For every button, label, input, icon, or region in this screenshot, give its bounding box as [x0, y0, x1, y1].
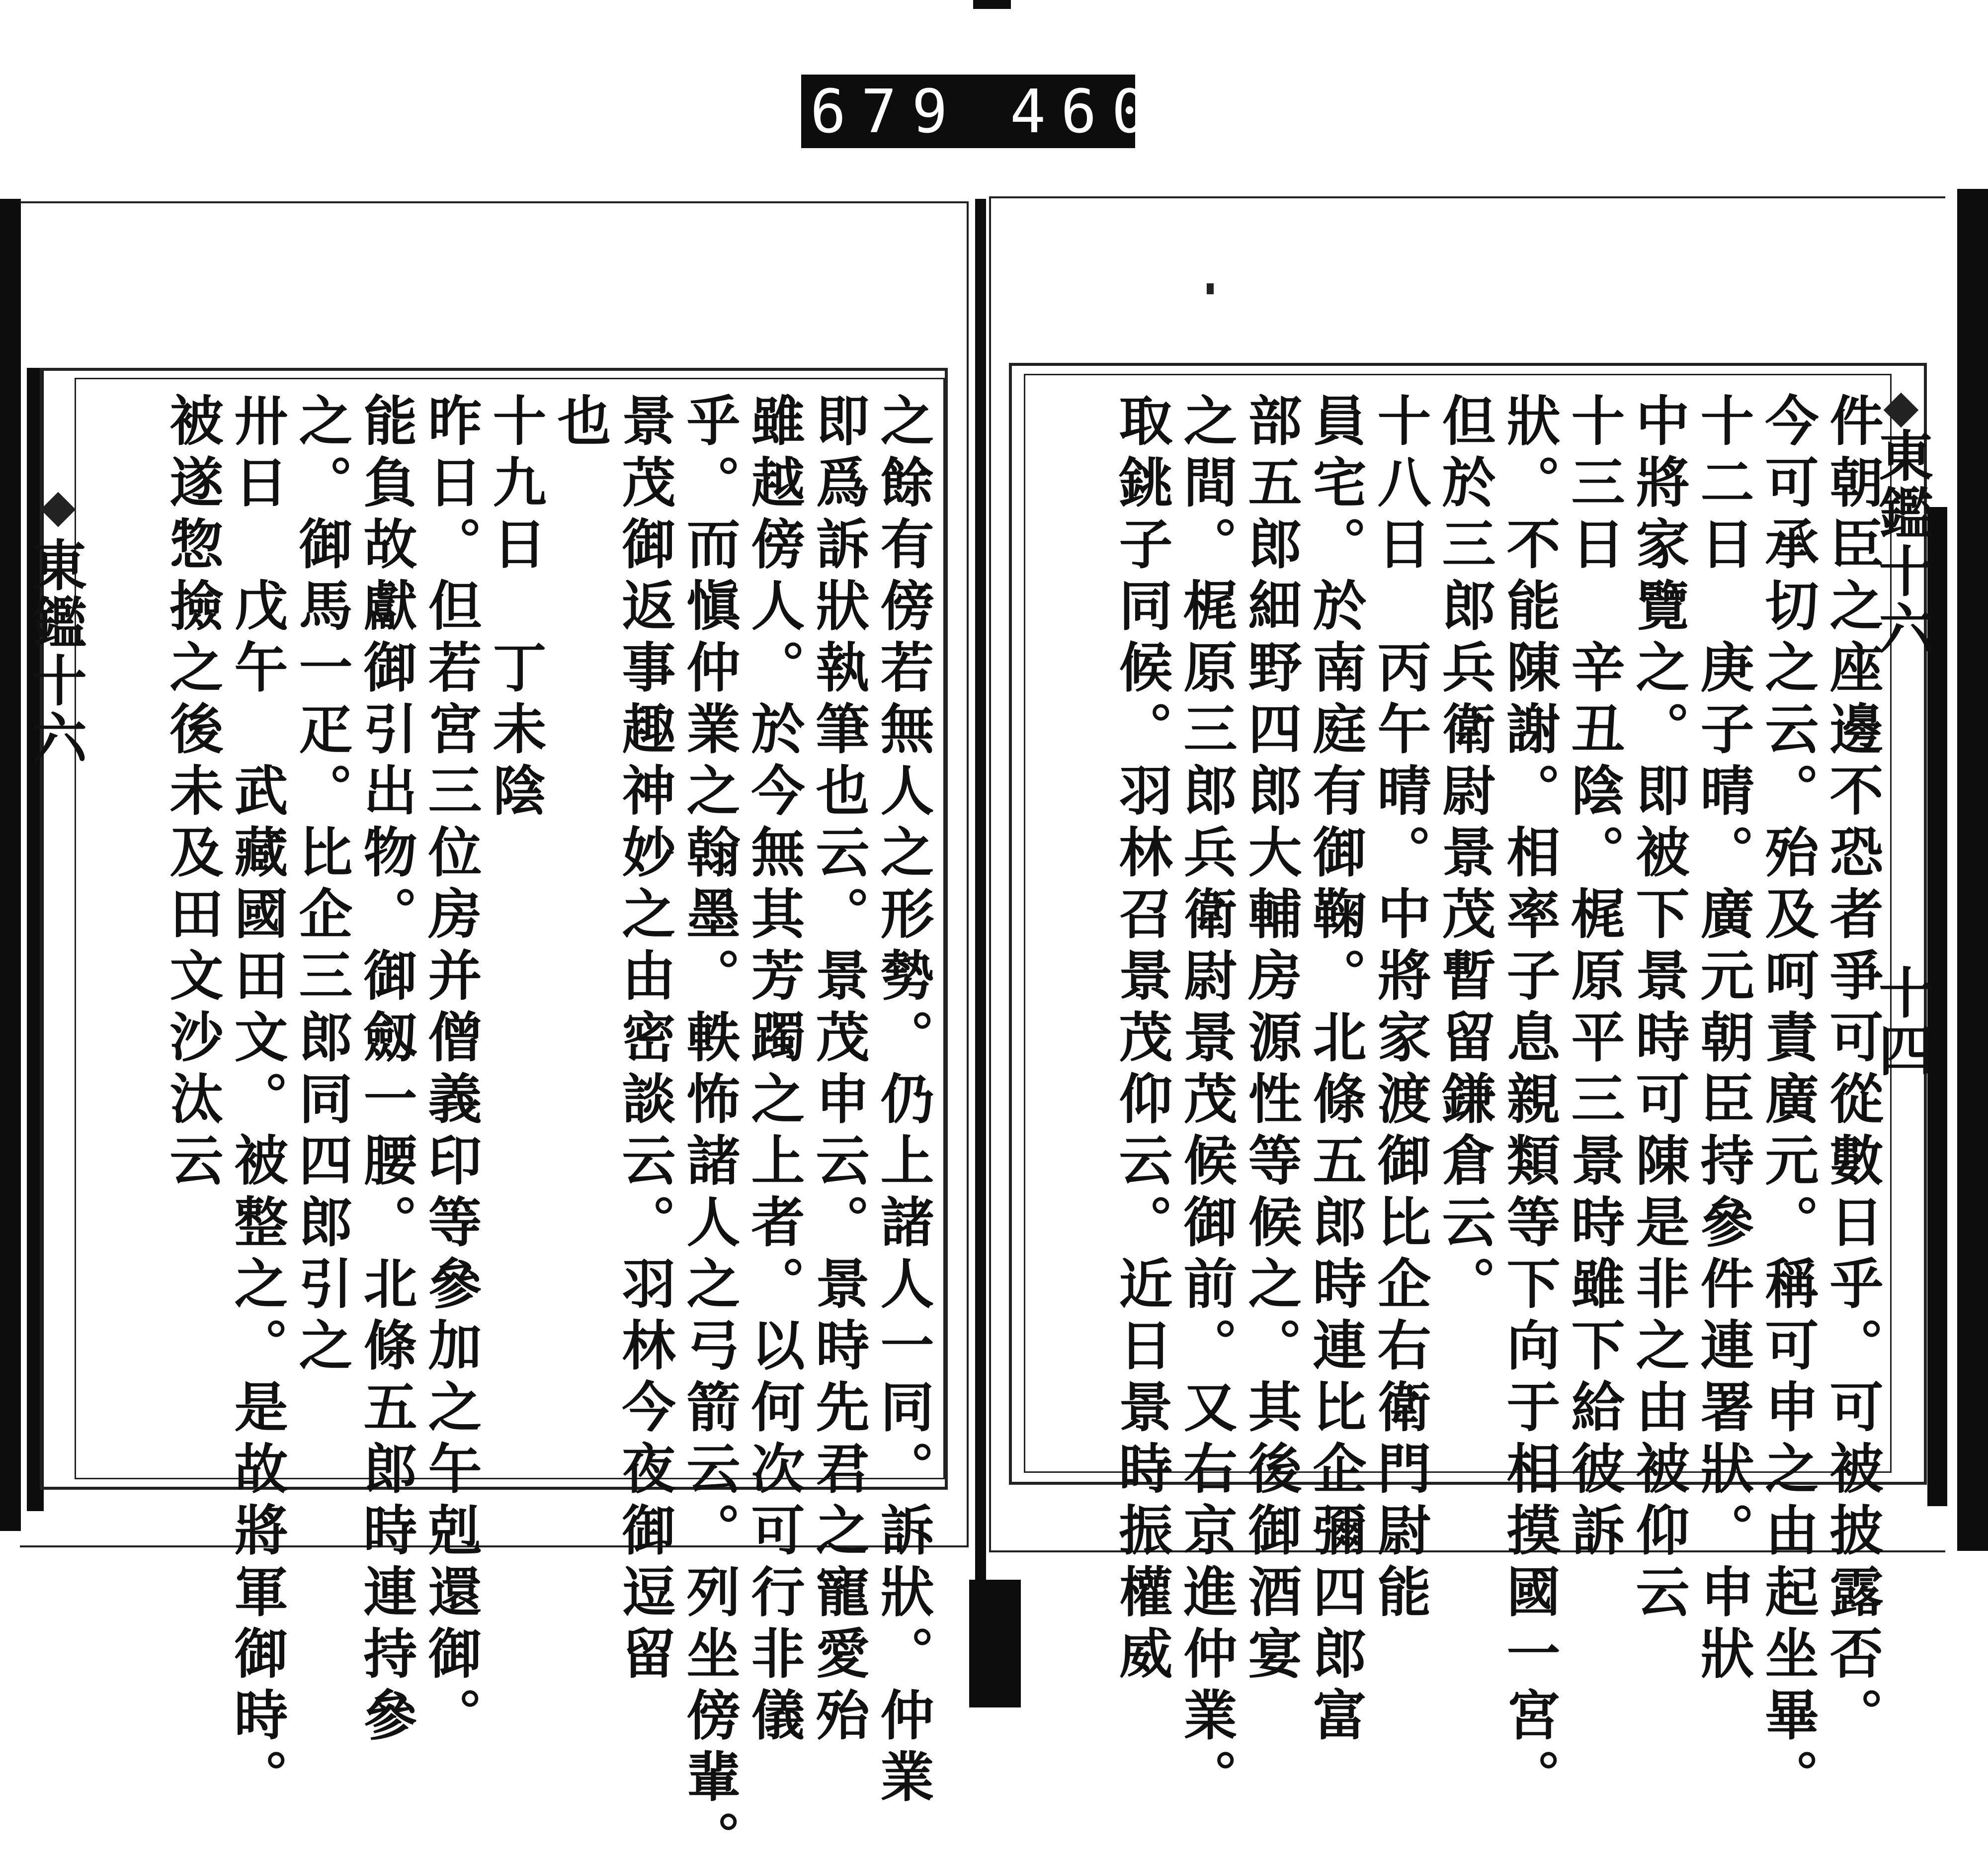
left-page-text: [84, 393, 934, 1872]
text-column: 員宅。於南庭有御鞠。北條五郎時連比企彌四郎富: [1304, 393, 1366, 1749]
right-folio-number: 十四: [1870, 964, 1934, 1080]
ink-speck: [1207, 283, 1214, 294]
text-column: 狀。不能陳謝。相率子息親類等下向于相摸國一宮。: [1497, 393, 1560, 1810]
text-column: 部五郎細野四郎大輔房源性等候之。其後御酒宴: [1239, 393, 1302, 1687]
text-column: 也: [548, 393, 611, 454]
text-column: 之餘有傍若無人之形勢。仍上諸人一同。訴狀。仲業: [871, 393, 934, 1810]
text-column: 昨日。但若宮三位房并僧義印等參加之午剋還御。: [419, 393, 482, 1749]
left-edge-title: 東鑑十六: [23, 537, 87, 767]
catalogue-number-label: [801, 75, 1213, 148]
spine-marker-top: [973, 0, 1011, 9]
text-column: 中將家覽之。即被下景時可陳是非之由被仰云: [1627, 393, 1689, 1625]
text-column: 十八日 丙午晴。中將家渡御比企右衛門尉能: [1368, 393, 1431, 1625]
text-column: 被遂惣撿之後未及田文沙汰云: [161, 393, 223, 1194]
text-column: 雖越傍人。於今無其芳躅之上者。以何次可行非儀: [742, 393, 805, 1749]
right-page-text: [1034, 393, 1883, 1810]
label-number-left: 679: [810, 78, 963, 147]
text-column: 件朝臣之座邊不恐者爭可從數日乎。可被披露否。: [1821, 393, 1883, 1749]
right-margin-bar: [1957, 189, 1988, 1551]
text-column: 十二日 庚子晴。廣元朝臣持參件連署狀。申狀: [1691, 393, 1754, 1687]
text-column: 十九日 丁未陰: [484, 393, 546, 824]
text-column: 之間。梶原三郎兵衛尉景茂候御前。又右京進仲業。: [1174, 393, 1237, 1810]
text-column: 之。御馬一疋。比企三郎同四郎引之: [290, 393, 352, 1379]
text-column: 景茂御返事趣神妙之由密談云。羽林今夜御逗留: [613, 393, 675, 1687]
text-column: 但於三郎兵衛尉景茂暫留鎌倉云。: [1433, 393, 1495, 1317]
label-number-right: 460.: [1010, 78, 1213, 147]
text-column: 取銚子同候。羽林召景茂仰云。近日景時振權威: [1110, 393, 1172, 1687]
text-column: 十三日 辛丑陰。梶原平三景時雖下給彼訴: [1562, 393, 1625, 1564]
text-column: 即爲訴狀執筆也云。景茂申云。景時先君之寵愛殆: [807, 393, 869, 1749]
right-edge-title: 東鑑十六: [1870, 427, 1934, 658]
text-column: 能負故獻御引出物。御劔一腰。北條五郎時連持參: [354, 393, 417, 1749]
text-column: 今可承切之云。殆及呵責廣元。稱可申之由起坐畢。: [1756, 393, 1819, 1810]
spine-marker-bottom: [969, 1580, 1021, 1707]
gutter-line: [975, 199, 986, 1581]
text-column: 乎。而愼仲業之翰墨。軼怖諸人之弓箭云。列坐傍輩。: [677, 393, 740, 1872]
text-column: 卅日 戊午 武藏國田文。被整之。是故將軍御時。: [225, 393, 288, 1810]
left-margin-bar: [0, 199, 21, 1531]
